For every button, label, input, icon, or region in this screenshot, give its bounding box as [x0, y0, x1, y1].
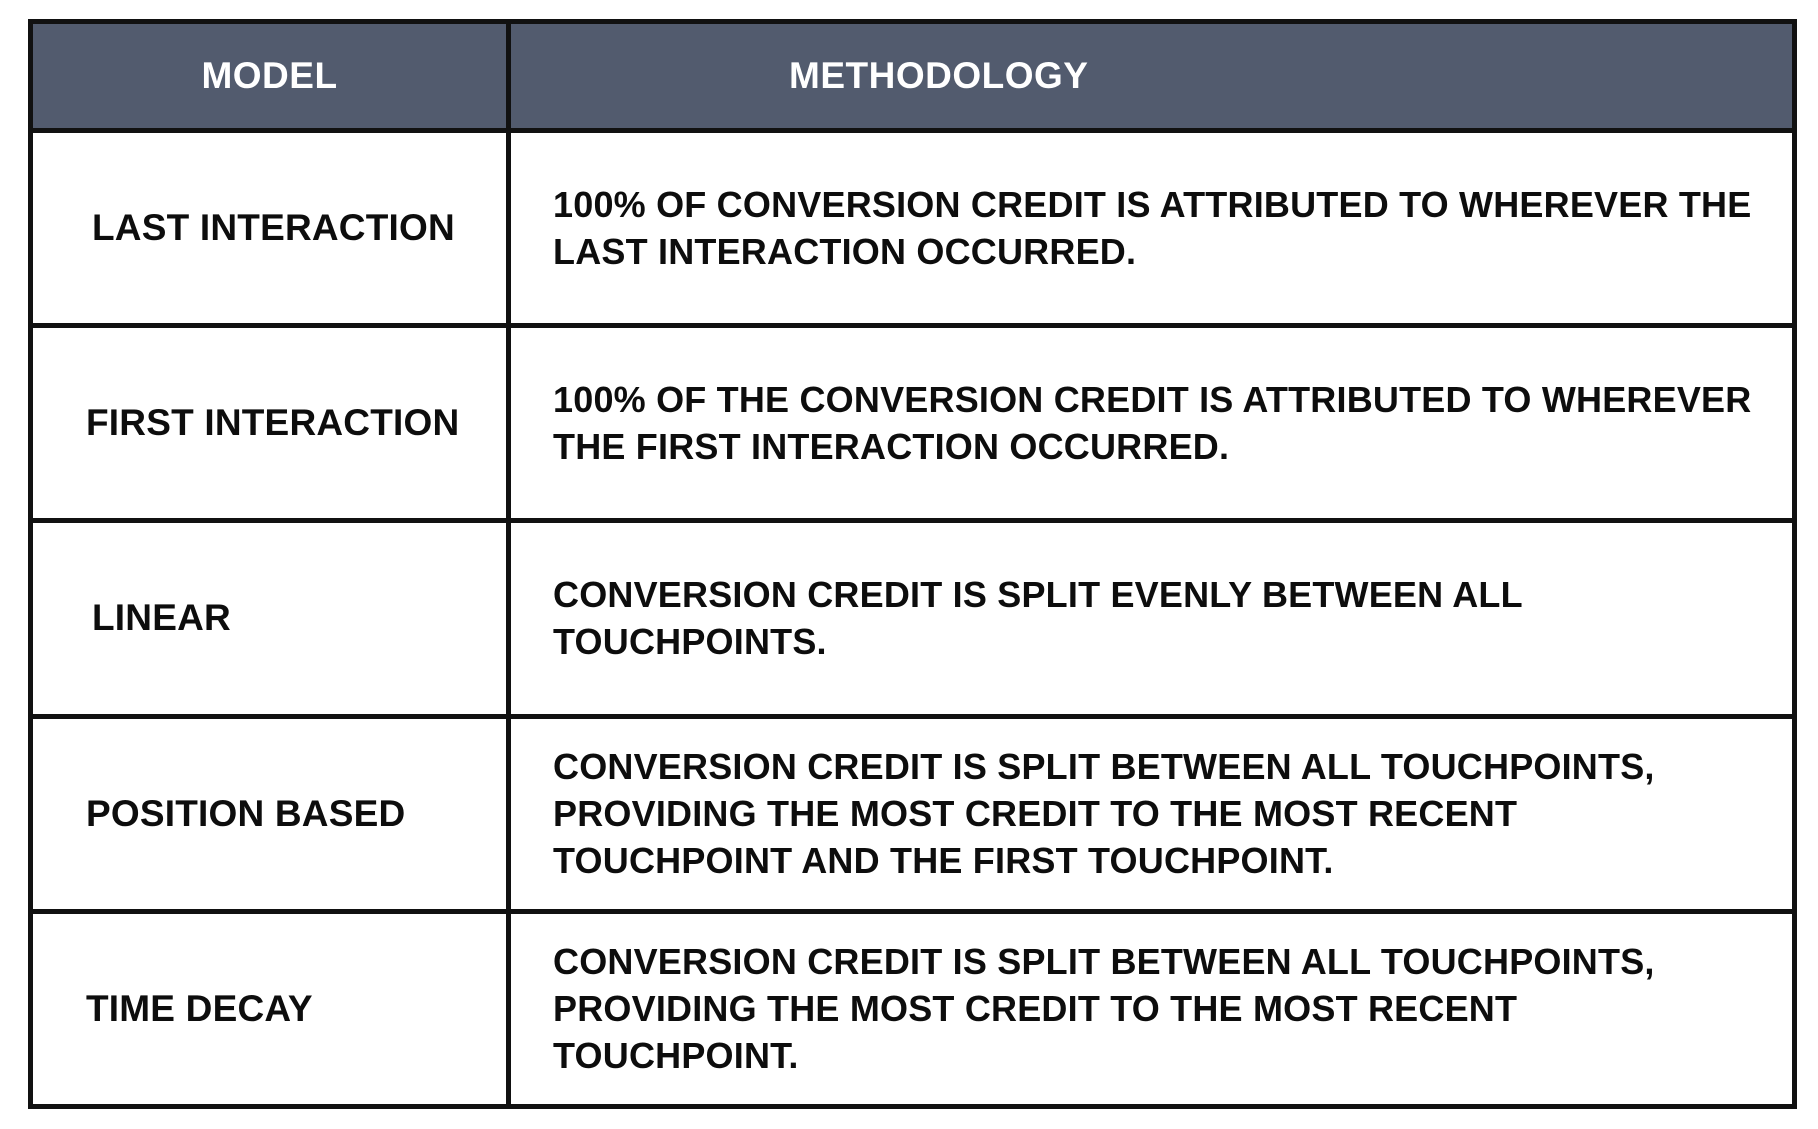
- methodology-position-based: CONVERSION CREDIT IS SPLIT BETWEEN ALL TOUCHPOINTS, PROVIDING THE MOST CREDIT TO THE MOST RECENT TOUCHPOINT AND THE FIRST TOUCHPOINT.: [511, 714, 1792, 909]
- model-last-interaction: LAST INTERACTION: [33, 128, 511, 323]
- header-methodology: METHODOLOGY: [511, 24, 1792, 128]
- model-position-based: POSITION BASED: [33, 714, 511, 909]
- attribution-models-table: [28, 19, 1797, 1109]
- methodology-first-interaction: 100% OF THE CONVERSION CREDIT IS ATTRIBUTED TO WHEREVER THE FIRST INTERACTION OCCURRED.: [511, 323, 1792, 518]
- methodology-last-interaction: 100% OF CONVERSION CREDIT IS ATTRIBUTED TO WHEREVER THE LAST INTERACTION OCCURRED.: [511, 128, 1792, 323]
- methodology-linear: CONVERSION CREDIT IS SPLIT EVENLY BETWEEN ALL TOUCHPOINTS.: [511, 518, 1792, 713]
- methodology-time-decay: CONVERSION CREDIT IS SPLIT BETWEEN ALL TOUCHPOINTS, PROVIDING THE MOST CREDIT TO THE MOST RECENT TOUCHPOINT.: [511, 909, 1792, 1104]
- model-time-decay: TIME DECAY: [33, 909, 511, 1104]
- header-model: MODEL: [33, 24, 511, 128]
- model-linear: LINEAR: [33, 518, 511, 713]
- model-first-interaction: FIRST INTERACTION: [33, 323, 511, 518]
